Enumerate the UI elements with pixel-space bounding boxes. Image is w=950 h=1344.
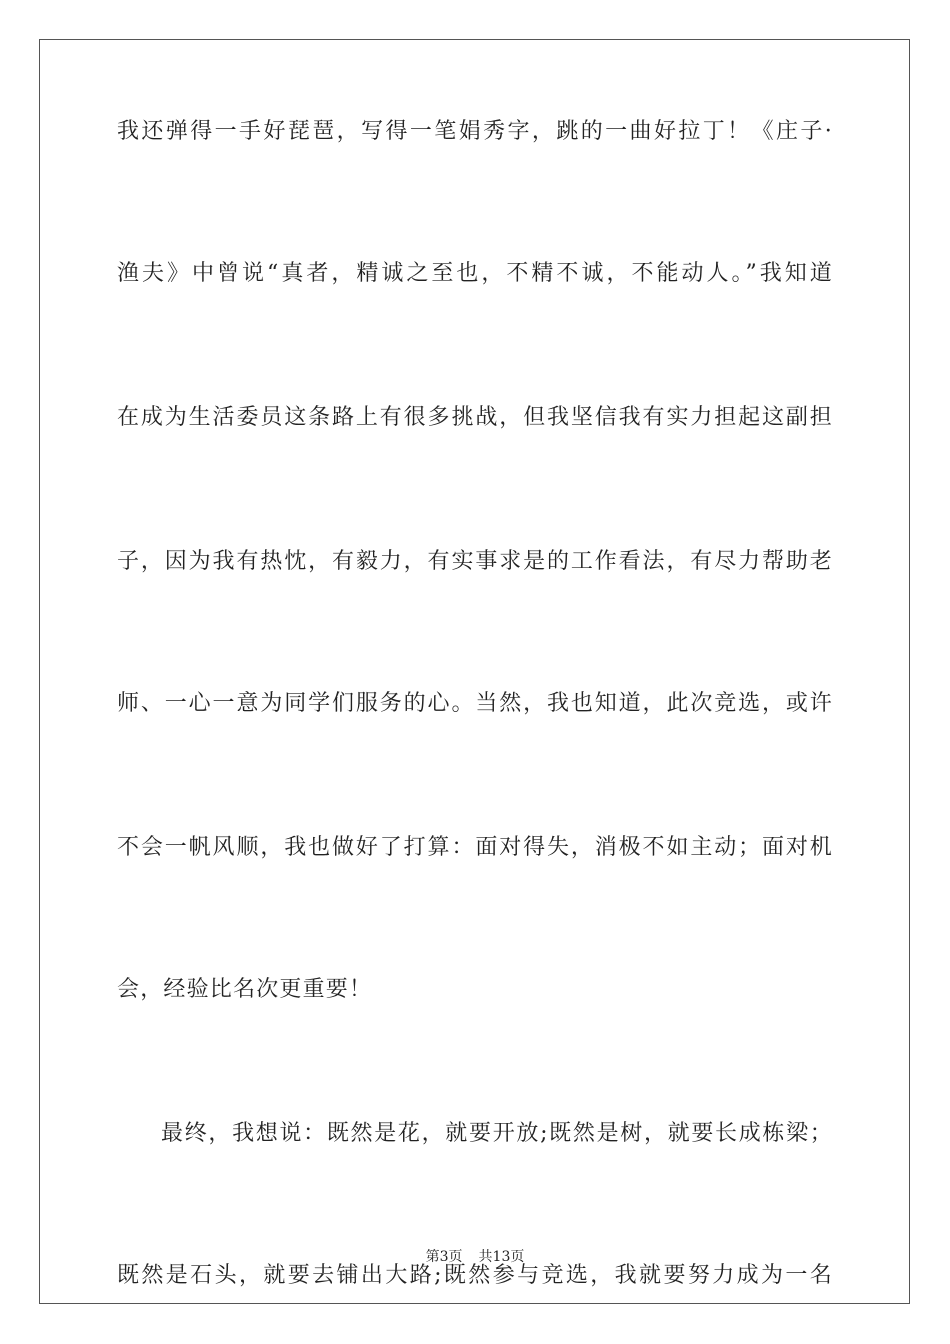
page-number: 第3页	[425, 1249, 463, 1265]
text-line-8: 最终，我想说：既然是花，就要开放;既然是树，就要长成栋梁；	[161, 1121, 833, 1146]
text-line-1: 我还弹得一手好琵琶，写得一笔娟秀字，跳的一曲好拉丁！《庄子·	[117, 119, 833, 144]
text-line-4: 子，因为我有热忱，有毅力，有实事求是的工作看法，有尽力帮助老	[117, 549, 833, 574]
text-line-5: 师、一心一意为同学们服务的心。当然，我也知道，此次竞选，或许	[117, 691, 833, 716]
text-line-9: 既然是石头，就要去铺出大路;既然参与竞选，我就要努力成为一名	[117, 1263, 833, 1288]
page-border	[39, 39, 910, 1304]
text-line-3: 在成为生活委员这条路上有很多挑战，但我坚信我有实力担起这副担	[117, 405, 833, 430]
text-line-2: 渔夫》中曾说“真者，精诚之至也，不精不诚，不能动人。”我知道	[117, 261, 833, 286]
text-line-6: 不会一帆风顺，我也做好了打算：面对得失，消极不如主动；面对机	[117, 835, 833, 860]
text-line-7: 会，经验比名次更重要！	[117, 977, 373, 1002]
page-total: 共13页	[478, 1249, 525, 1265]
